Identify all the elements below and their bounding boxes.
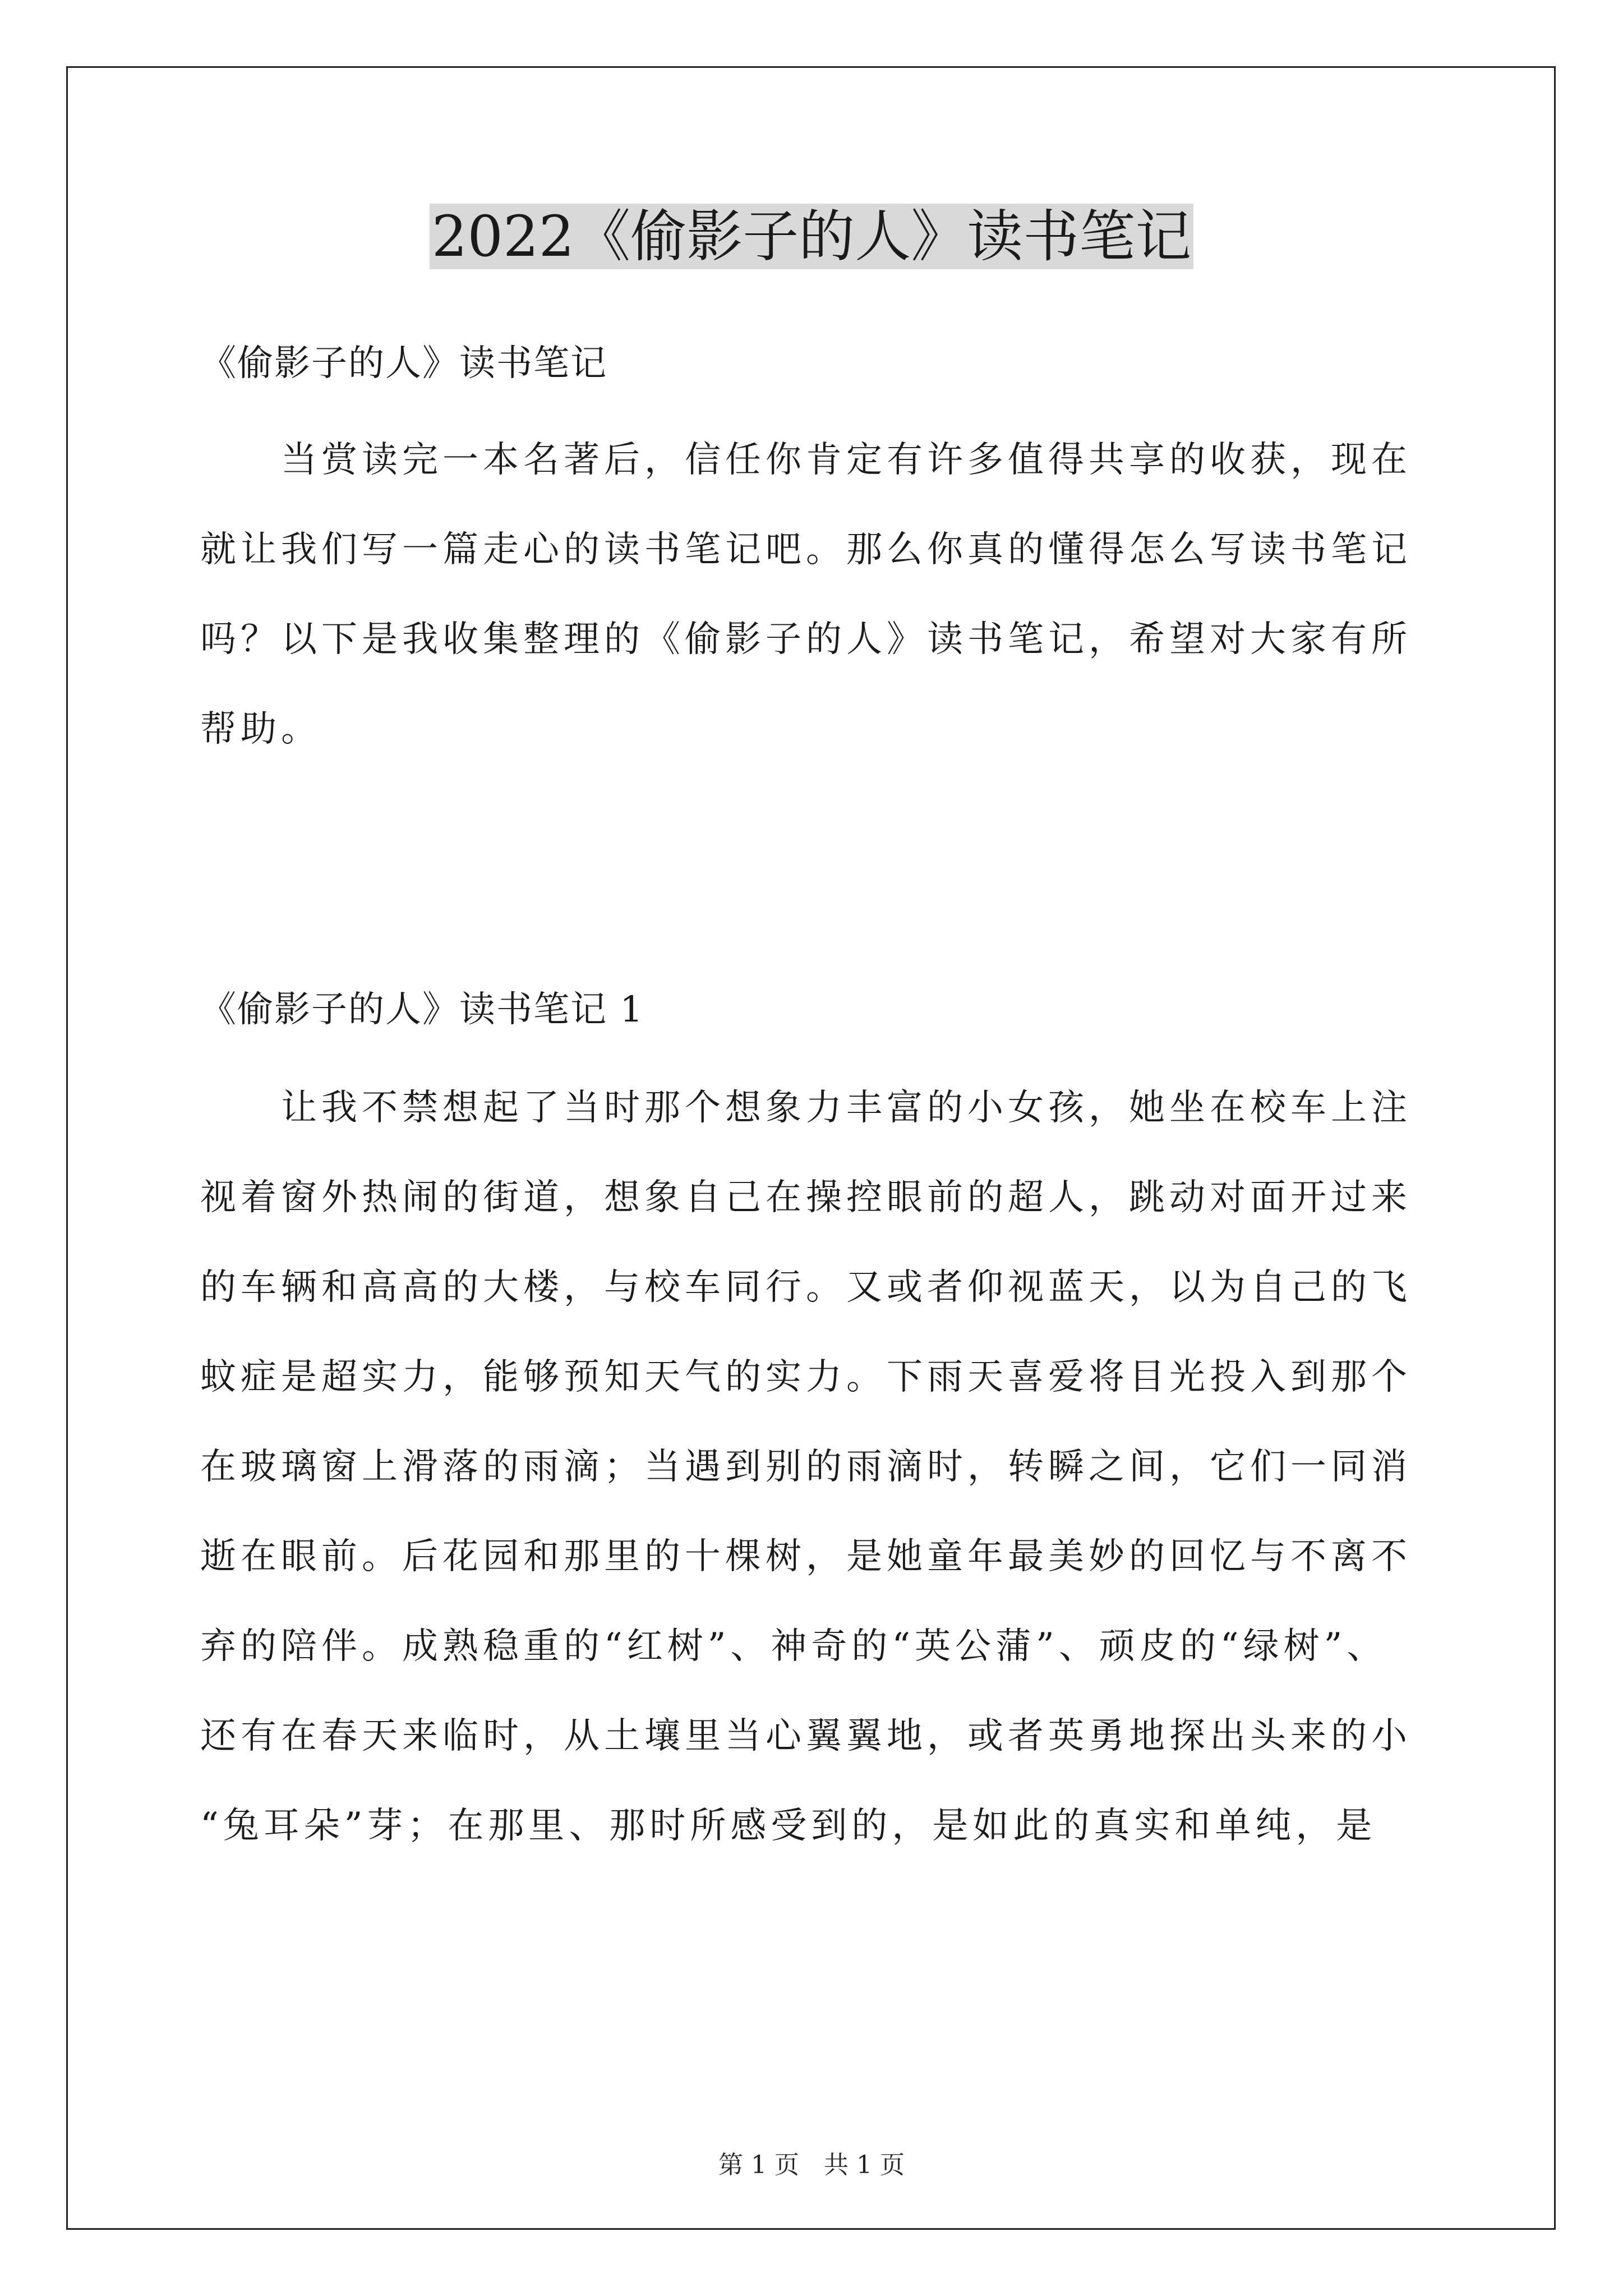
paragraph-line: 弃的陪伴。成熟稳重的“红树”、神奇的“英公蒲”、顽皮的“绿树”、: [200, 1626, 1387, 1667]
paragraph-line: “兔耳朵”芽；在那里、那时所感受到的，是如此的真实和单纯，是: [200, 1805, 1377, 1847]
paragraph-line: 视着窗外热闹的街道，想象自己在操控眼前的超人，跳动对面开过来: [200, 1177, 1412, 1218]
paragraph-line: 蚊症是超实力，能够预知天气的实力。下雨天喜爱将目光投入到那个: [200, 1356, 1412, 1398]
paragraph-line: 逝在眼前。后花园和那里的十棵树，是她童年最美妙的回忆与不离不: [200, 1536, 1412, 1577]
document-title-text: 2022《偷影子的人》读书笔记: [430, 204, 1194, 269]
paragraph-line: 的车辆和高高的大楼，与校车同行。又或者仰视蓝天，以为自己的飞: [200, 1267, 1412, 1308]
page-number-footer: 第 1 页 共 1 页: [718, 2151, 905, 2179]
paragraph-line: 在玻璃窗上滑落的雨滴；当遇到别的雨滴时，转瞬之间，它们一同消: [200, 1446, 1412, 1488]
paragraph-line: 还有在春天来临时，从土壤里当心翼翼地，或者英勇地探出头来的小: [200, 1715, 1412, 1757]
section-heading-intro: 《偷影子的人》读书笔记: [200, 343, 607, 384]
section-heading-note-1: 《偷影子的人》读书笔记 1: [200, 989, 644, 1030]
paragraph-line: 帮助。: [200, 708, 321, 750]
paragraph-line: 就让我们写一篇走心的读书笔记吧。那么你真的懂得怎么写读书笔记: [200, 529, 1412, 570]
paragraph-line: 吗？以下是我收集整理的《偷影子的人》读书笔记，希望对大家有所: [200, 619, 1412, 660]
paragraph-line: 让我不禁想起了当时那个想象力丰富的小女孩，她坐在校车上注: [200, 1087, 1412, 1129]
paragraph-line: 当赏读完一本名著后，信任你肯定有许多值得共享的收获，现在: [200, 439, 1412, 481]
document-title: [0, 197, 1623, 276]
